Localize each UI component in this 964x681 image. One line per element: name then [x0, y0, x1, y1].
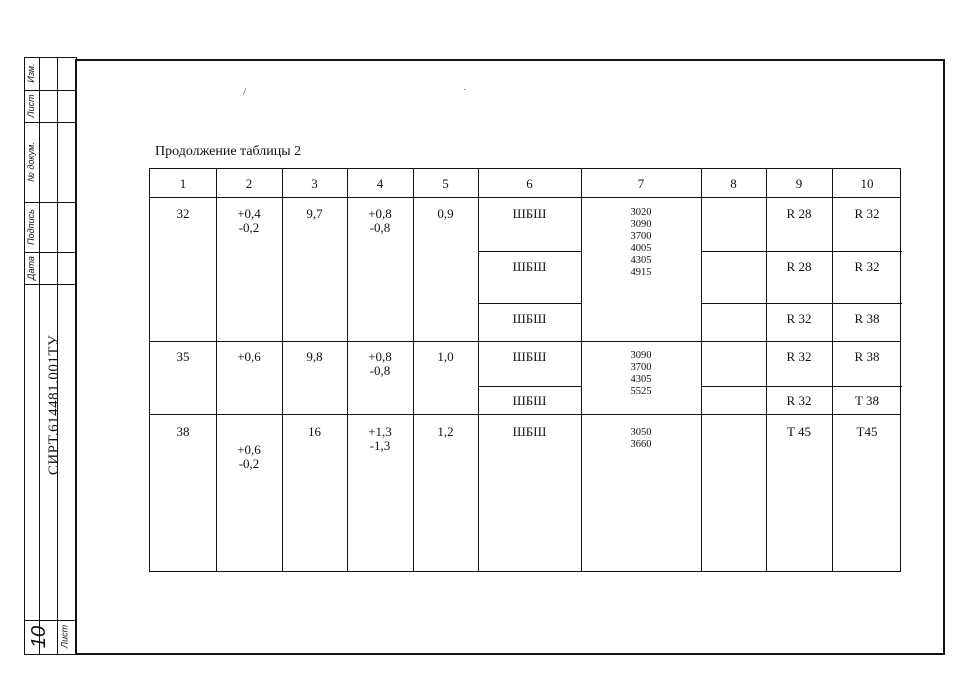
strip-divider [39, 58, 40, 654]
table-cell: +0,6 -0,2 [237, 442, 261, 471]
table-cell: +0,6 [237, 349, 261, 364]
table-cell: R 32 [786, 311, 812, 326]
header-cell: 2 [245, 176, 253, 191]
strip-divider [25, 202, 76, 203]
table-cell: +1,3 -1,3 [368, 424, 392, 453]
strip-divider [25, 284, 76, 285]
column-divider [766, 169, 767, 571]
label-signature: Подпись [26, 209, 36, 245]
table-cell: ШБШ [512, 349, 547, 364]
document-code: СИРТ.614481.001ТУ [46, 334, 62, 476]
table-cell: T 38 [855, 393, 879, 408]
table-cell: 35 [176, 349, 190, 364]
table-cell: +0,8 -0,8 [368, 349, 392, 378]
table-cell: 0,9 [437, 206, 454, 221]
table-cell: 1,0 [437, 349, 454, 364]
table-cell: T45 [856, 424, 878, 439]
column-divider [701, 169, 702, 571]
scan-mark: · [463, 84, 467, 96]
header-cell: 3 [311, 176, 318, 191]
header-cell: 5 [442, 176, 449, 191]
table-cell: R 38 [854, 349, 880, 364]
header-cell: 8 [730, 176, 737, 191]
header-cell: 10 [860, 176, 874, 191]
table-cell: 9,7 [306, 206, 323, 221]
table-cell: 16 [308, 424, 321, 439]
table-caption: Продолжение таблицы 2 [155, 144, 302, 159]
table-cell: ШБШ [512, 424, 547, 439]
table-cell: 38 [176, 424, 190, 439]
table-cell: R 28 [786, 206, 812, 221]
label-change: Изм. [26, 63, 36, 83]
column-divider [282, 169, 283, 571]
sheet-number: 10 [28, 625, 50, 649]
label-date: Дата [26, 256, 36, 280]
table-cell: R 32 [854, 259, 880, 274]
header-divider [150, 197, 900, 198]
table-cell: 1,2 [437, 424, 454, 439]
table-cell: +0,4 -0,2 [237, 206, 261, 235]
table-cell: 9,8 [306, 349, 323, 364]
table-cell: 3020 3090 3700 4005 4305 4915 [630, 207, 652, 278]
scan-mark: / [243, 86, 247, 98]
column-divider [832, 169, 833, 571]
table-cell: R 32 [854, 206, 880, 221]
table-cell: R 32 [786, 349, 812, 364]
table-cell: ШБШ [512, 206, 547, 221]
table-cell: R 28 [786, 259, 812, 274]
table-cell: ШБШ [512, 311, 547, 326]
column-divider [478, 169, 479, 571]
header-cell: 1 [179, 176, 187, 191]
table-cell: R 38 [854, 311, 880, 326]
group-divider [150, 341, 900, 342]
table-cell: ШБШ [512, 259, 547, 274]
table-cell: 3090 3700 4305 5525 [630, 350, 652, 397]
table-cell: ШБШ [512, 393, 547, 408]
group-divider [150, 414, 900, 415]
title-block-strip [24, 57, 77, 655]
table-cell: T 45 [787, 424, 811, 439]
strip-divider [25, 122, 76, 123]
header-cell: 6 [526, 176, 533, 191]
table-cell: R 32 [786, 393, 812, 408]
data-table [149, 168, 901, 572]
table-cell: +0,8 -0,8 [368, 206, 392, 235]
header-cell: 9 [795, 176, 803, 191]
sheet-number-label: Лист [59, 624, 70, 649]
table-cell: 3050 3660 [630, 427, 652, 450]
label-sheet: Лист [26, 94, 36, 118]
column-divider [413, 169, 414, 571]
label-doc-number: № докум. [26, 142, 36, 182]
table-cell: 32 [176, 206, 190, 221]
header-cell: 7 [637, 176, 645, 191]
header-cell: 4 [376, 176, 384, 191]
